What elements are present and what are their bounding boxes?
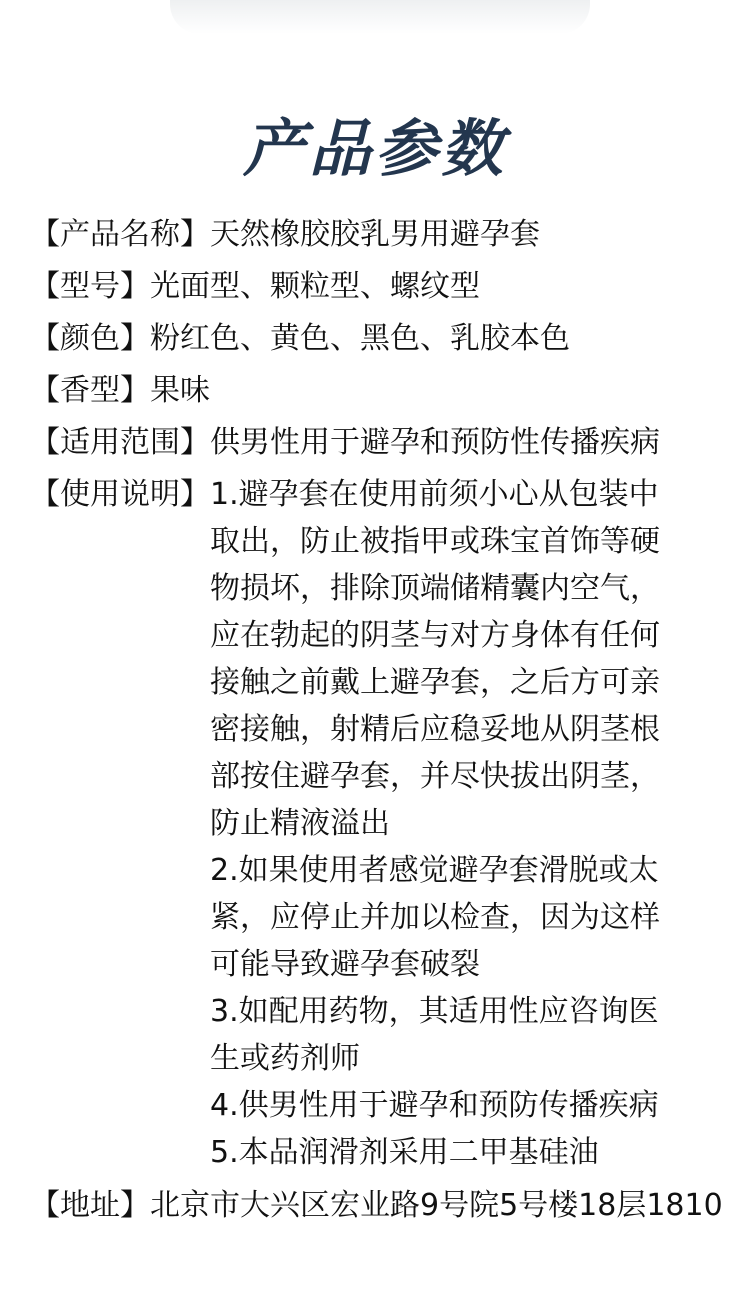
param-value-model: 光面型、颗粒型、螺纹型 — [150, 269, 480, 304]
usage-line: 1.避孕套在使用前须小心从包装中 — [210, 477, 659, 512]
param-label-scope: 【适用范围】 — [30, 425, 210, 460]
usage-line: 4.供男性用于避孕和预防传播疾病 — [210, 1088, 659, 1123]
usage-line: 可能导致避孕套破裂 — [210, 947, 480, 982]
usage-line: 2.如果使用者感觉避孕套滑脱或太 — [210, 853, 659, 888]
param-value-address: 北京市大兴区宏业路9号院5号楼18层1810 — [150, 1188, 723, 1223]
usage-instructions — [198, 471, 660, 1176]
usage-line: 生或药剂师 — [210, 1041, 360, 1076]
usage-line: 密接触，射精后应稳妥地从阴茎根 — [210, 712, 660, 747]
page-title: 产品参数 — [242, 111, 507, 185]
usage-line: 部按住避孕套，并尽快拔出阴茎， — [210, 759, 660, 794]
param-label-name: 【产品名称】 — [30, 217, 210, 252]
usage-line: 紧，应停止并加以检查，因为这样 — [210, 900, 660, 935]
param-label-usage: 【使用说明】 — [30, 477, 210, 512]
param-value-scent: 果味 — [150, 373, 210, 408]
usage-line: 5.本品润滑剂采用二甲基硅油 — [210, 1135, 599, 1170]
param-label-address: 【地址】 — [30, 1188, 150, 1223]
usage-line: 接触之前戴上避孕套，之后方可亲 — [210, 665, 660, 700]
usage-line: 应在勃起的阴茎与对方身体有任何 — [210, 618, 660, 653]
usage-line: 取出，防止被指甲或珠宝首饰等硬 — [210, 524, 660, 559]
param-value-color: 粉红色、黄色、黑色、乳胶本色 — [150, 321, 570, 356]
param-row-name — [30, 209, 735, 261]
param-row-model — [30, 261, 735, 313]
usage-line: 3.如配用药物，其适用性应咨询医 — [210, 994, 659, 1029]
param-value-scope: 供男性用于避孕和预防性传播疾病 — [210, 425, 660, 460]
param-row-scope — [30, 417, 735, 469]
param-label-model: 【型号】 — [30, 269, 150, 304]
param-label-color: 【颜色】 — [30, 321, 150, 356]
usage-line: 防止精液溢出 — [210, 806, 390, 841]
param-value-name: 天然橡胶胶乳男用避孕套 — [210, 217, 540, 252]
param-row-color — [30, 313, 735, 365]
product-params-list — [30, 209, 735, 1232]
param-label-scent: 【香型】 — [30, 373, 150, 408]
top-banner-shadow — [170, 0, 590, 34]
param-row-address — [30, 1180, 735, 1232]
param-row-usage — [30, 471, 735, 1176]
usage-line: 物损坏，排除顶端储精囊内空气， — [210, 571, 660, 606]
param-row-scent — [30, 365, 735, 417]
